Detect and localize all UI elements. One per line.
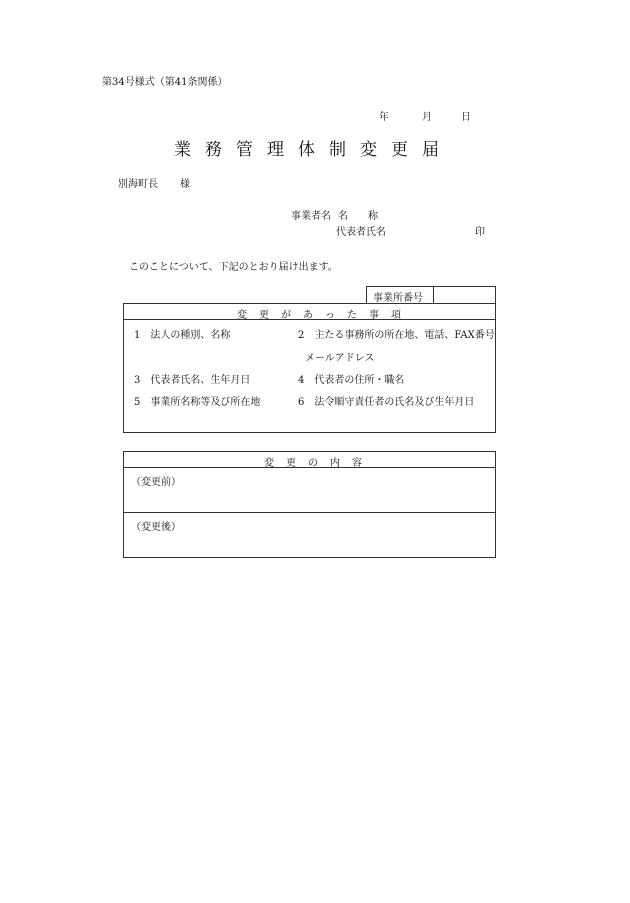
- title-char: 更: [391, 140, 408, 160]
- date-day-label: 日: [461, 112, 471, 123]
- changed-item-2[interactable]: 2 主たる事務所の所在地、電話、FAX番号: [298, 330, 495, 341]
- header-char: 容: [352, 458, 362, 469]
- changed-item-5[interactable]: 5 事業所名称等及び所在地: [134, 397, 261, 408]
- change-content-header: [258, 454, 368, 469]
- title-char: 務: [205, 140, 222, 160]
- before-change-label: （変更前）: [131, 477, 181, 488]
- statement-text: このことについて、下記のとおり届け出ます。: [129, 262, 338, 273]
- after-change-field[interactable]: [124, 513, 495, 557]
- business-label: 事業者名: [291, 211, 331, 222]
- representative-label: 代表者氏名: [336, 227, 386, 238]
- header-char: あ: [303, 310, 313, 321]
- changed-item-3[interactable]: 3 代表者氏名、生年月日: [134, 375, 251, 386]
- header-char: 更: [259, 310, 269, 321]
- addressee-honorific: 様: [180, 179, 190, 190]
- changed-item-4[interactable]: 4 代表者の住所・職名: [298, 375, 405, 386]
- business-name-label: 名 称: [338, 211, 378, 222]
- office-number-field[interactable]: [434, 287, 495, 303]
- changed-item-6[interactable]: 6 法令順守責任者の氏名及び生年月日: [298, 397, 475, 408]
- title-char: 変: [360, 140, 377, 160]
- header-char: が: [281, 310, 291, 321]
- header-char: 事: [369, 310, 379, 321]
- title-char: 理: [267, 140, 284, 160]
- after-change-label: （変更後）: [131, 522, 181, 533]
- header-char: 変: [264, 458, 274, 469]
- office-number-label: 事業所番号: [373, 293, 423, 304]
- changed-item-1[interactable]: 1 法人の種別、名称: [134, 330, 231, 341]
- changed-items-header: [231, 306, 407, 321]
- title-char: 届: [422, 140, 439, 160]
- title-char: 体: [298, 140, 315, 160]
- form-number: 第34号様式（第41条関係）: [102, 77, 228, 88]
- addressee-name: 別海町長: [118, 179, 158, 190]
- title-char: 業: [174, 140, 191, 160]
- header-char: 項: [391, 310, 401, 321]
- date-year-label: 年: [379, 112, 389, 123]
- header-char: っ: [325, 310, 335, 321]
- title-char: 管: [236, 140, 253, 160]
- header-char: の: [308, 458, 318, 469]
- seal-mark: 印: [475, 227, 485, 238]
- title-char: 制: [329, 140, 346, 160]
- changed-item-2-cont: メールアドレス: [305, 353, 375, 364]
- header-char: 変: [237, 310, 247, 321]
- header-char: 内: [330, 458, 340, 469]
- before-change-field[interactable]: [124, 468, 495, 511]
- header-char: た: [347, 310, 357, 321]
- header-char: 更: [286, 458, 296, 469]
- date-month-label: 月: [422, 112, 432, 123]
- changed-items-table: [123, 303, 496, 433]
- form-title: [174, 135, 453, 160]
